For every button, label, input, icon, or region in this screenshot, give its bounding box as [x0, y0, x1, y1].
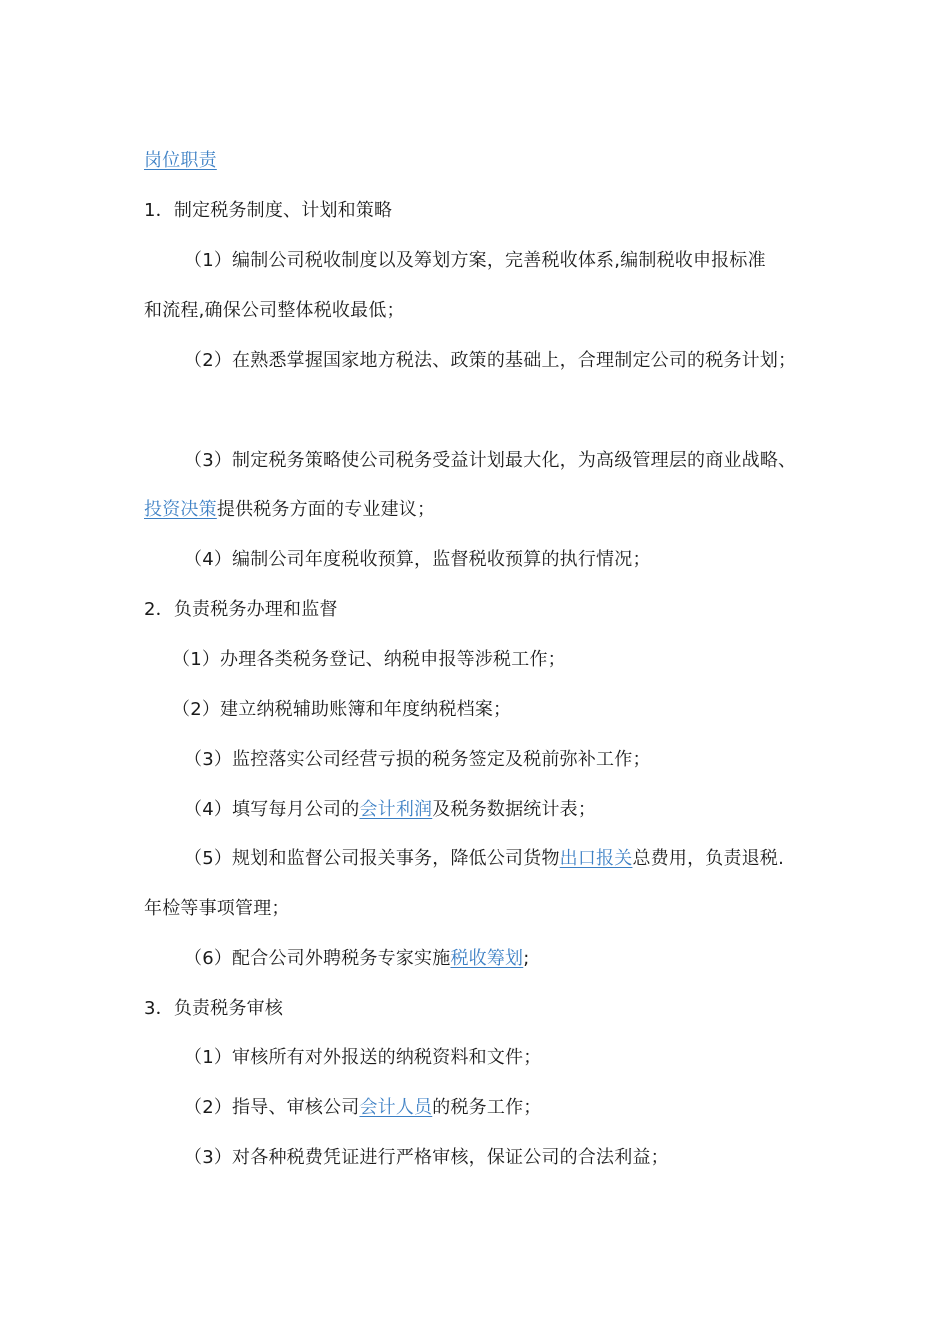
section1-item4: （4）编制公司年度税收预算，监督税收预算的执行情况； — [184, 549, 651, 570]
title-link[interactable]: 岗位职责 — [144, 150, 217, 171]
section2-item4-pre: （4）填写每月公司的 — [184, 799, 360, 820]
section2-item1: （1）办理各类税务登记、纳税申报等涉税工作； — [172, 649, 566, 670]
section3-item2 — [184, 1096, 541, 1120]
section2-item6-pre: （6）配合公司外聘税务专家实施 — [184, 948, 451, 969]
accounting-profit-link[interactable]: 会计利润 — [359, 799, 433, 820]
section2-item5-line1 — [184, 847, 784, 871]
section2-item2: （2）建立纳税辅助账簿和年度纳税档案； — [172, 699, 512, 720]
section1-item1-line2: 和流程,确保公司整体税收最低； — [144, 300, 405, 321]
section1-heading: 1．制定税务制度、计划和策略 — [144, 200, 393, 221]
section3-item2-post: 的税务工作； — [432, 1097, 542, 1118]
page-title — [144, 149, 217, 173]
section2-item3: （3）监控落实公司经营亏损的税务签定及税前弥补工作； — [184, 749, 651, 770]
accounting-staff-link[interactable]: 会计人员 — [359, 1097, 433, 1118]
investment-decision-link[interactable]: 投资决策 — [144, 499, 217, 520]
section3-item3: （3）对各种税费凭证进行严格审核，保证公司的合法利益； — [184, 1147, 669, 1168]
section3-item2-pre: （2）指导、审核公司 — [184, 1097, 360, 1118]
section1-item1-line1: （1）编制公司税收制度以及筹划方案，完善税收体系,编制税收申报标准 — [184, 250, 766, 271]
section2-item5-pre: （5）规划和监督公司报关事务，降低公司货物 — [184, 848, 560, 869]
tax-planning-link[interactable]: 税收筹划 — [450, 948, 524, 969]
section2-item4-post: 及税务数据统计表； — [432, 799, 597, 820]
section2-item6-post: ; — [523, 948, 530, 969]
section2-item5-line2: 年检等事项管理； — [144, 898, 290, 919]
section1-item3-line2 — [144, 498, 435, 522]
section2-item6 — [184, 947, 530, 971]
section2-heading: 2．负责税务办理和监督 — [144, 599, 338, 620]
section3-item1: （1）审核所有对外报送的纳税资料和文件； — [184, 1047, 542, 1068]
section1-item3-rest: 提供税务方面的专业建议； — [216, 499, 436, 520]
section1-item2: （2）在熟悉掌握国家地方税法、政策的基础上，合理制定公司的税务计划； — [184, 350, 797, 371]
export-declaration-link[interactable]: 出口报关 — [559, 848, 633, 869]
section3-heading: 3．负责税务审核 — [144, 998, 284, 1019]
section2-item4 — [184, 798, 596, 822]
section2-item5-post: 总费用，负责退税. — [632, 848, 784, 869]
section1-item3-line1: （3）制定税务策略使公司税务受益计划最大化，为高级管理层的商业战略、 — [184, 450, 797, 471]
